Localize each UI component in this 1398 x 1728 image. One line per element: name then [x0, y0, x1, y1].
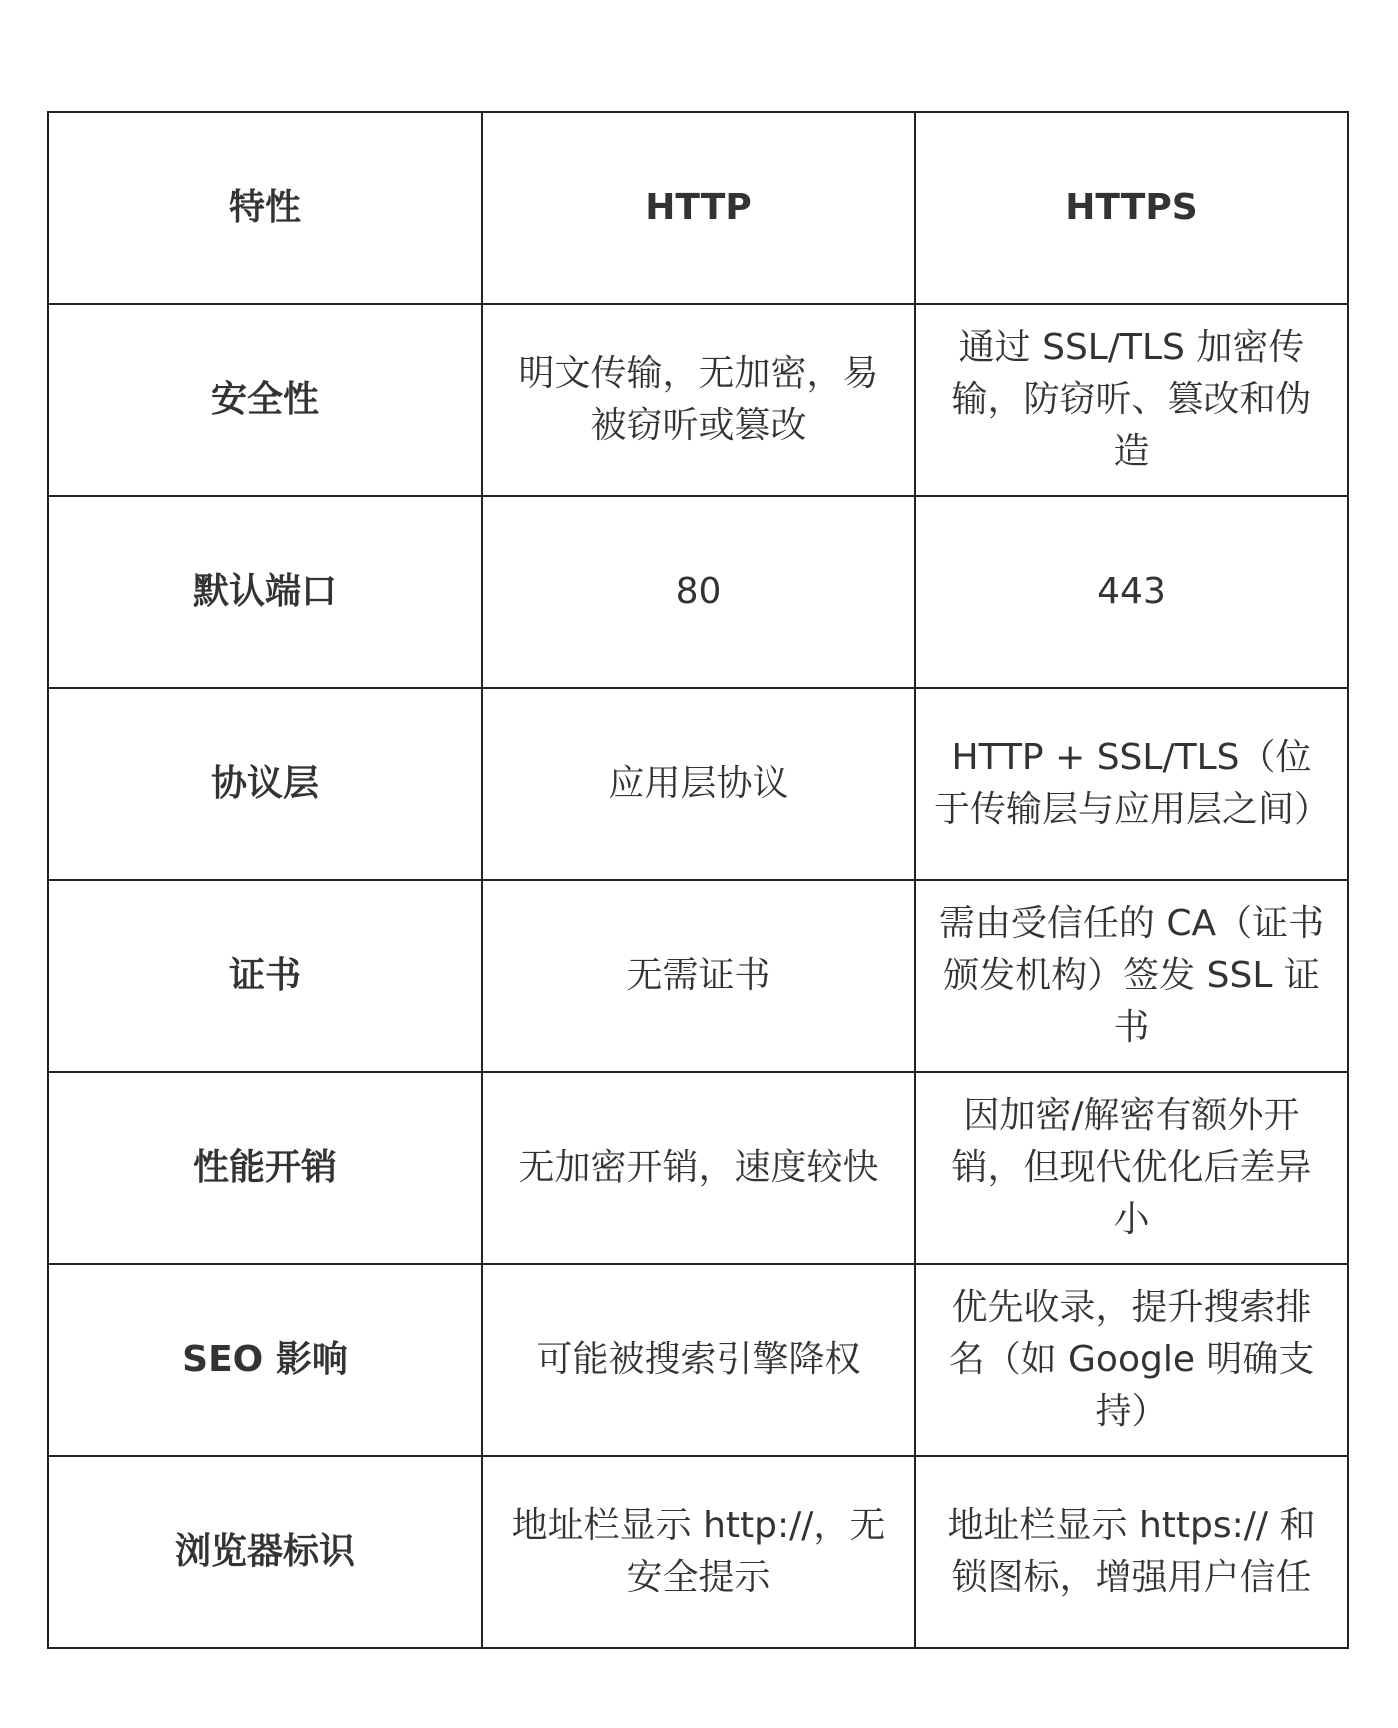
row-https-value: 因加密/解密有额外开销，但现代优化后差异小	[915, 1072, 1348, 1264]
row-https-value: 地址栏显示 https:// 和锁图标，增强用户信任	[915, 1456, 1348, 1648]
row-feature: 默认端口	[48, 496, 482, 688]
row-https-value: 需由受信任的 CA（证书颁发机构）签发 SSL 证书	[915, 880, 1348, 1072]
row-http-value: 明文传输，无加密，易被窃听或篡改	[482, 304, 915, 496]
row-http-value: 80	[482, 496, 915, 688]
row-http-value: 无加密开销，速度较快	[482, 1072, 915, 1264]
table-header-row	[48, 112, 1348, 304]
table-row	[48, 880, 1348, 1072]
row-https-value: 通过 SSL/TLS 加密传输，防窃听、篡改和伪造	[915, 304, 1348, 496]
row-feature: 协议层	[48, 688, 482, 880]
comparison-table-container	[47, 111, 1347, 1649]
table-row	[48, 496, 1348, 688]
row-feature: 性能开销	[48, 1072, 482, 1264]
row-http-value: 地址栏显示 http://，无安全提示	[482, 1456, 915, 1648]
table-row	[48, 1072, 1348, 1264]
table-row	[48, 688, 1348, 880]
row-feature: 安全性	[48, 304, 482, 496]
table-row	[48, 304, 1348, 496]
row-http-value: 应用层协议	[482, 688, 915, 880]
header-feature: 特性	[48, 112, 482, 304]
header-https: HTTPS	[915, 112, 1348, 304]
header-http: HTTP	[482, 112, 915, 304]
table-row	[48, 1456, 1348, 1648]
row-http-value: 无需证书	[482, 880, 915, 1072]
row-feature: 浏览器标识	[48, 1456, 482, 1648]
table-row	[48, 1264, 1348, 1456]
row-https-value: 443	[915, 496, 1348, 688]
row-http-value: 可能被搜索引擎降权	[482, 1264, 915, 1456]
row-feature: 证书	[48, 880, 482, 1072]
http-vs-https-table	[47, 111, 1349, 1649]
row-https-value: 优先收录，提升搜索排名（如 Google 明确支持）	[915, 1264, 1348, 1456]
row-https-value: HTTP + SSL/TLS（位于传输层与应用层之间）	[915, 688, 1348, 880]
row-feature: SEO 影响	[48, 1264, 482, 1456]
